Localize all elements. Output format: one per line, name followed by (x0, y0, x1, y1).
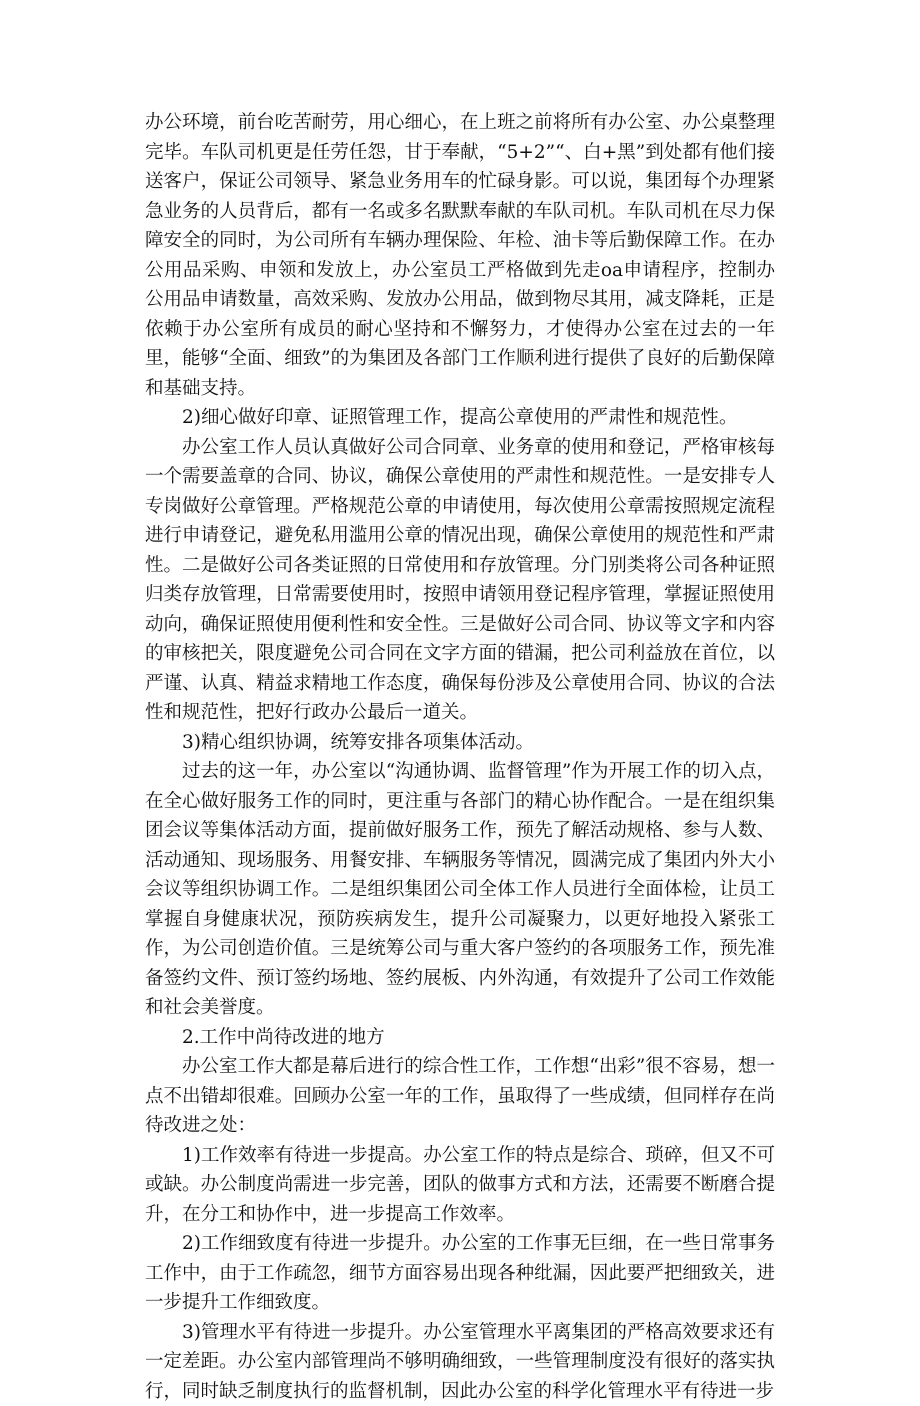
paragraph-improvements-intro: 办公室工作大都是幕后进行的综合性工作，工作想“出彩”很不容易，想一点不出错却很难。回顾办公室一年的工作，虽取得了一些成绩，但同样存在尚待改进之处： (145, 1052, 775, 1141)
subheading-collective-activities: 3)精心组织协调，统筹安排各项集体活动。 (145, 728, 775, 758)
section-heading-improvements: 2.工作中尚待改进的地方 (145, 1023, 775, 1053)
paragraph-continuation: 办公环境，前台吃苦耐劳，用心细心，在上班之前将所有办公室、办公桌整理完毕。车队司机更是任劳任怨，甘于奉献，“5+2”“、白+黑”到处都有他们接送客户，保证公司领导、紧急业务用车的忙碌身影。可以说，集团每个办理紧急业务的人员背后，都有一名或多名默默奉献的车队司机。车队司机在尽力保障安全的同时，为公司所有车辆办理保险、年检、油卡等后勤保障工作。在办公用品采购、申领和发放上，办公室员工严格做到先走oa申请程序，控制办公用品申请数量，高效采购、发放办公用品，做到物尽其用，减支降耗，正是依赖于办公室所有成员的耐心坚持和不懈努力，才使得办公室在过去的一年里，能够“全面、细致”的为集团及各部门工作顺利进行提供了良好的后勤保障和基础支持。 (145, 108, 775, 403)
paragraph-collective-activities: 过去的这一年，办公室以“沟通协调、监督管理”作为开展工作的切入点，在全心做好服务工作的同时，更注重与各部门的精心协作配合。一是在组织集团会议等集体活动方面，提前做好服务工作，预先了解活动规格、参与人数、活动通知、现场服务、用餐安排、车辆服务等情况，圆满完成了集团内外大小会议等组织协调工作。二是组织集团公司全体工作人员进行全面体检，让员工掌握自身健康状况，预防疾病发生，提升公司凝聚力，以更好地投入紧张工作，为公司创造价值。三是统筹公司与重大客户签约的各项服务工作，预先准备签约文件、预订签约场地、签约展板、内外沟通，有效提升了公司工作效能和社会美誉度。 (145, 757, 775, 1023)
paragraph-seal-management: 办公室工作人员认真做好公司合同章、业务章的使用和登记，严格审核每一个需要盖章的合同、协议，确保公章使用的严肃性和规范性。一是安排专人专岗做好公章管理。严格规范公章的申请使用，每次使用公章需按照规定流程进行申请登记，避免私用滥用公章的情况出现，确保公章使用的规范性和严肃性。二是做好公司各类证照的日常使用和存放管理。分门别类将公司各种证照归类存放管理，日常需要使用时，按照申请领用登记程序管理，掌握证照使用动向，确保证照使用便利性和安全性。三是做好公司合同、协议等文字和内容的审核把关，限度避免公司合同在文字方面的错漏，把公司利益放在首位，以严谨、认真、精益求精地工作态度，确保每份涉及公章使用合同、协议的合法性和规范性，把好行政办公最后一道关。 (145, 433, 775, 728)
document-body (145, 108, 775, 1406)
item-detail: 2)工作细致度有待进一步提升。办公室的工作事无巨细，在一些日常事务工作中，由于工作疏忽，细节方面容易出现各种纰漏，因此要严把细致关，进一步提升工作细致度。 (145, 1229, 775, 1318)
subheading-seal-management: 2)细心做好印章、证照管理工作，提高公章使用的严肃性和规范性。 (145, 403, 775, 433)
item-efficiency: 1)工作效率有待进一步提高。办公室工作的特点是综合、琐碎，但又不可或缺。办公制度尚需进一步完善，团队的做事方式和方法，还需要不断磨合提升，在分工和协作中，进一步提高工作效率。 (145, 1141, 775, 1230)
item-management: 3)管理水平有待进一步提升。办公室管理水平离集团的严格高效要求还有一定差距。办公室内部管理尚不够明确细致，一些管理制度没有很好的落实执行，同时缺乏制度执行的监督机制，因此办公室的科学化管理水平有待进一步 (145, 1318, 775, 1406)
